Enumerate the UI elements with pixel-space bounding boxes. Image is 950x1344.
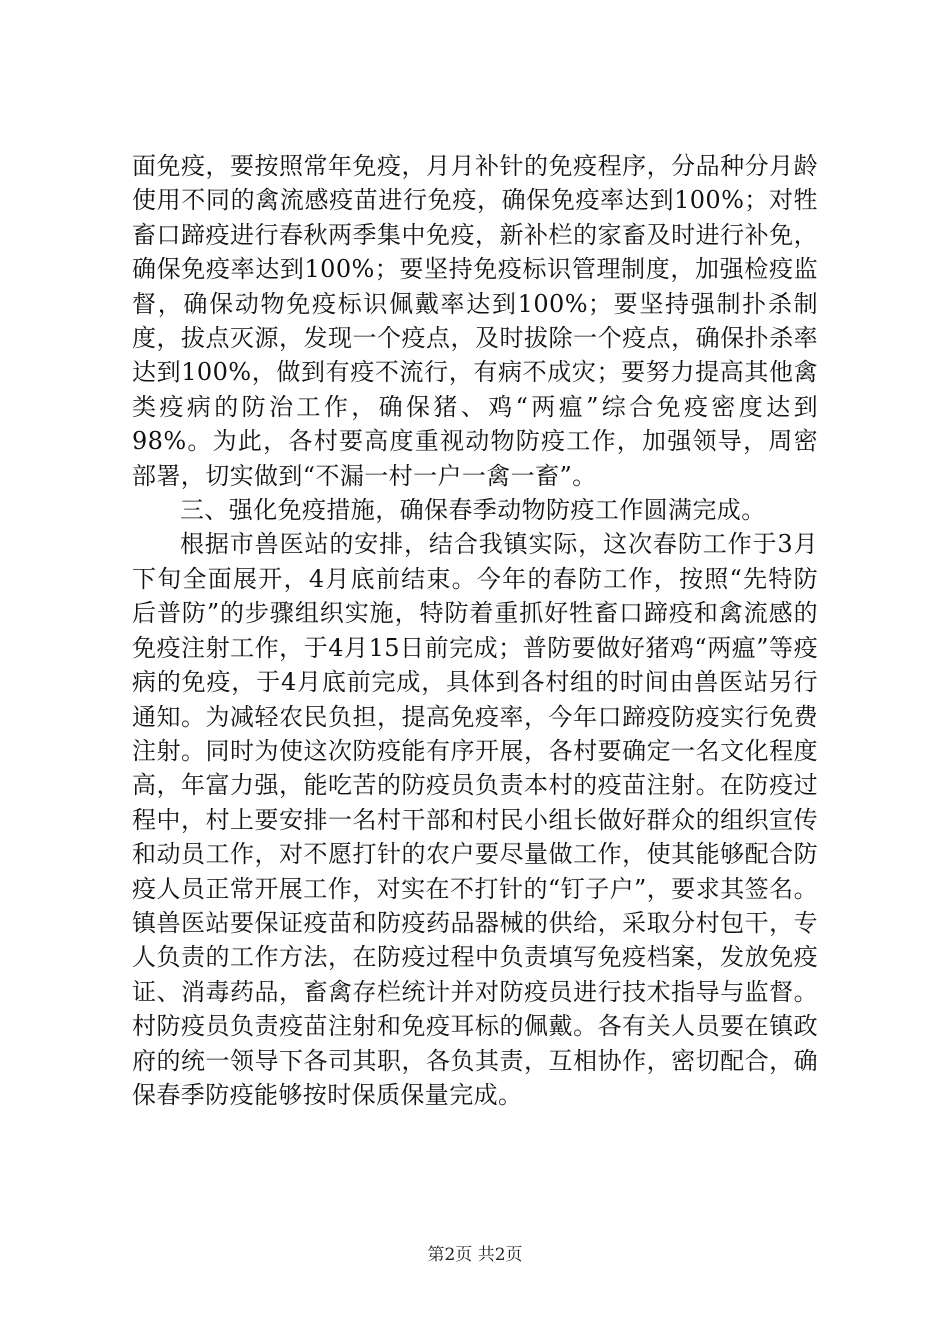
section-heading-3: 三、强化免疫措施，确保春季动物防疫工作圆满完成。 (180, 496, 766, 525)
page-footer: 第2页 共2页 (427, 1245, 523, 1265)
paragraph-1: 面免疫，要按照常年免疫，月月补针的免疫程序，分品种分月龄使用不同的禽流感疫苗进行免疫，确保免疫率达到100%；对牲畜口蹄疫进行春秋两季集中免疫，新补栏的家畜及时进行补免，确保免疫率达到100%；要坚持免疫标识管理制度，加强检疫监督，确保动物免疫标识佩戴率达到100%；要坚持强制扑杀制度，拔点灭源，发现一个疫点，及时拔除一个疫点，确保扑杀率达到100%，做到有疫不流行，有病不成灾；要努力提高其他禽类疫病的防治工作，确保猪、鸡“两瘟”综合免疫密度达到98%。为此，各村要高度重视动物防疫工作，加强领导，周密部署，切实做到“不漏一村一户一禽一畜”。 (132, 152, 818, 490)
document-body (132, 149, 818, 1112)
paragraph-2: 根据市兽医站的安排，结合我镇实际，这次春防工作于3月下旬全面展开，4月底前结束。今年的春防工作，按照“先特防后普防”的步骤组织实施，特防着重抓好牲畜口蹄疫和禽流感的免疫注射工作，于4月15日前完成；普防要做好猪鸡“两瘟”等疫病的免疫，于4月底前完成，具体到各村组的时间由兽医站另行通知。为减轻农民负担，提高免疫率，今年口蹄疫防疫实行免费注射。同时为使这次防疫能有序开展，各村要确定一名文化程度高，年富力强，能吃苦的防疫员负责本村的疫苗注射。在防疫过程中，村上要安排一名村干部和村民小组长做好群众的组织宣传和动员工作，对不愿打针的农户要尽量做工作，使其能够配合防疫人员正常开展工作，对实在不打针的“钉子户”，要求其签名。镇兽医站要保证疫苗和防疫药品器械的供给，采取分村包干，专人负责的工作方法，在防疫过程中负责填写免疫档案，发放免疫证、消毒药品，畜禽存栏统计并对防疫员进行技术指导与监督。村防疫员负责疫苗注射和免疫耳标的佩戴。各有关人员要在镇政府的统一领导下各司其职，各负其责，互相协作，密切配合，确保春季防疫能够按时保质保量完成。 (132, 530, 818, 1109)
